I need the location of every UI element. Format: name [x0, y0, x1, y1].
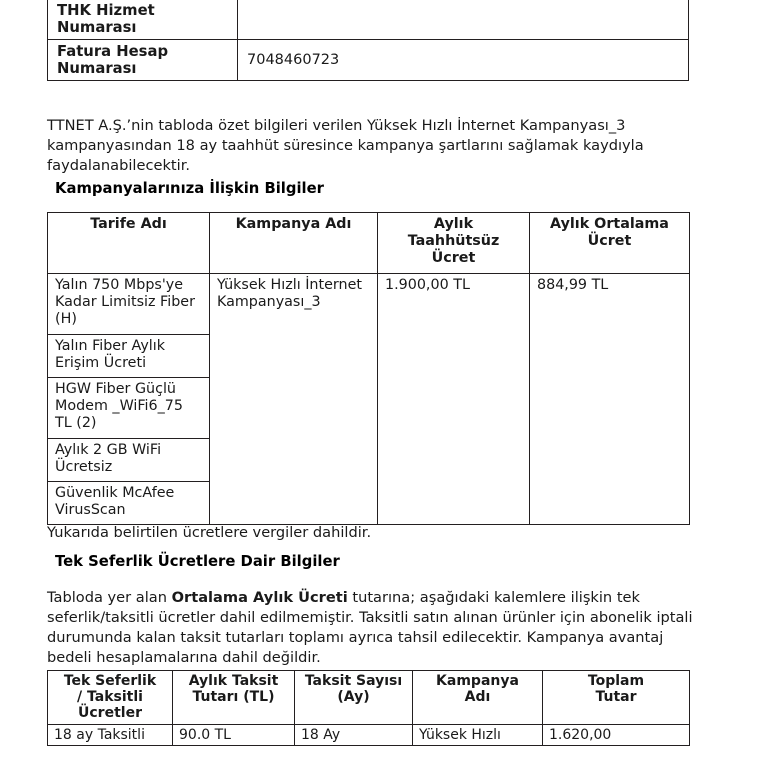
installment-row-0-aylik-taksit: 90.0 TL [173, 724, 295, 745]
campaign-name-cell: Yüksek Hızlı İnternet Kampanyası_3 [210, 274, 378, 525]
header-line-1: Tek Seferlik [63, 673, 157, 689]
subscriber-info-table-wrapper [47, 0, 689, 81]
table-row [48, 0, 689, 40]
installment-row-0-toplam-tutar: 1.620,00 [543, 724, 690, 745]
col-header-aylik-taahhutsuz-ucret [378, 213, 530, 274]
installment-table [47, 670, 690, 746]
monthly-average-fee-cell: 884,99 TL [530, 274, 690, 525]
tarife-item-2: HGW Fiber Güçlü Modem _WiFi6_75 TL (2) [48, 378, 210, 439]
one-time-fees-paragraph [47, 588, 695, 669]
col-header-tek-seferlik-taksitli-ucretler [48, 671, 173, 725]
header-line-1: Toplam [587, 673, 645, 689]
col-header-aylik-ortalama-ucret [530, 213, 690, 274]
installment-row-0-tek-seferlik: 18 ay Taksitli [48, 724, 173, 745]
table-row [48, 724, 690, 745]
label-line-1: Fatura Hesap [57, 43, 169, 61]
col-header-taksit-sayisi [295, 671, 413, 725]
installment-table-wrapper [47, 670, 689, 746]
col-header-kampanya-adi: Kampanya Adı [210, 213, 378, 274]
col-header-toplam-tutar [543, 671, 690, 725]
subscriber-row-2-label [48, 40, 238, 81]
label-line-2: Numarası [57, 60, 137, 78]
header-line-1: Kampanya [436, 673, 519, 689]
header-line-2: Tutar [595, 689, 637, 706]
subscriber-row-2-value: 7048460723 [238, 40, 689, 81]
header-line-1: Aylık Taksit [188, 673, 279, 689]
col-header-aylik-taksit-tutari [173, 671, 295, 725]
header-line-2: / Taksitli [77, 689, 143, 706]
installment-row-0-taksit-sayisi: 18 Ay [295, 724, 413, 745]
tarife-item-1: Yalın Fiber Aylık Erişim Ücreti [48, 335, 210, 378]
installment-row-0-kampanya-adi: Yüksek Hızlı [413, 724, 543, 745]
monthly-no-commitment-fee-cell: 1.900,00 TL [378, 274, 530, 525]
paragraph-part-2: tutarına; aşağıdaki kalemlere ilişkin tek seferlik/taksitli ücretler dahil edilmemiştir. Taksitli satın alınan ürünler için abonelik iptali durumunda kalan taksit tutarları toplamı ayrıca tahsil edilecektir. Kampanya avantaj bedeli hesaplamalarına dahil değildir. [47, 589, 693, 667]
header-line-1: Taksit Sayısı [304, 673, 403, 689]
header-line-2: Adı [464, 689, 491, 706]
subscriber-row-1-label [48, 0, 238, 40]
campaign-table [47, 212, 690, 525]
paragraph-bold-term: Ortalama Aylık Ücreti [171, 589, 348, 606]
intro-paragraph: TTNET A.Ş.’nin tabloda özet bilgileri verilen Yüksek Hızlı İnternet Kampanyası_3 kampanyasından 18 ay taahhüt süresince kampanya şartlarını sağlamak kaydıyla faydalanabilecektir. [47, 117, 644, 175]
campaign-table-wrapper [47, 212, 689, 525]
subscriber-info-table [47, 0, 689, 81]
tarife-item-0: Yalın 750 Mbps'ye Kadar Limitsiz Fiber (H) [48, 274, 210, 335]
header-line-3: Ücretler [78, 705, 142, 722]
subscriber-row-1-value [238, 0, 689, 40]
header-line-2: Tutarı (TL) [192, 689, 275, 706]
heading-campaign-info: Kampanyalarınıza İlişkin Bilgiler [55, 180, 324, 197]
col-header-tarife-adi: Tarife Adı [48, 213, 210, 274]
header-line-3: Ücret [431, 250, 476, 267]
table-row [48, 40, 689, 81]
header-line-2: Ücret [587, 233, 632, 250]
paragraph-part-1: Tabloda yer alan [47, 589, 172, 606]
header-line-2: (Ay) [337, 689, 370, 706]
header-line-2: Taahhütsüz [407, 233, 500, 250]
table-row [48, 274, 690, 335]
header-line-1: Aylık Ortalama [550, 216, 669, 232]
table-header-row [48, 213, 690, 274]
header-line-1: Aylık [433, 216, 474, 232]
col-header-kampanya-adi [413, 671, 543, 725]
heading-one-time-fees: Tek Seferlik Ücretlere Dair Bilgiler [55, 553, 340, 570]
tarife-item-4: Güvenlik McAfee VirusScan [48, 482, 210, 525]
tarife-item-3: Aylık 2 GB WiFi Ücretsiz [48, 439, 210, 482]
table-header-row [48, 671, 690, 725]
label-line-2: Numarası [57, 19, 137, 37]
label-line-1: THK Hizmet [57, 2, 155, 20]
tax-inclusive-note: Yukarıda belirtilen ücretlere vergiler dahildir. [47, 524, 372, 541]
